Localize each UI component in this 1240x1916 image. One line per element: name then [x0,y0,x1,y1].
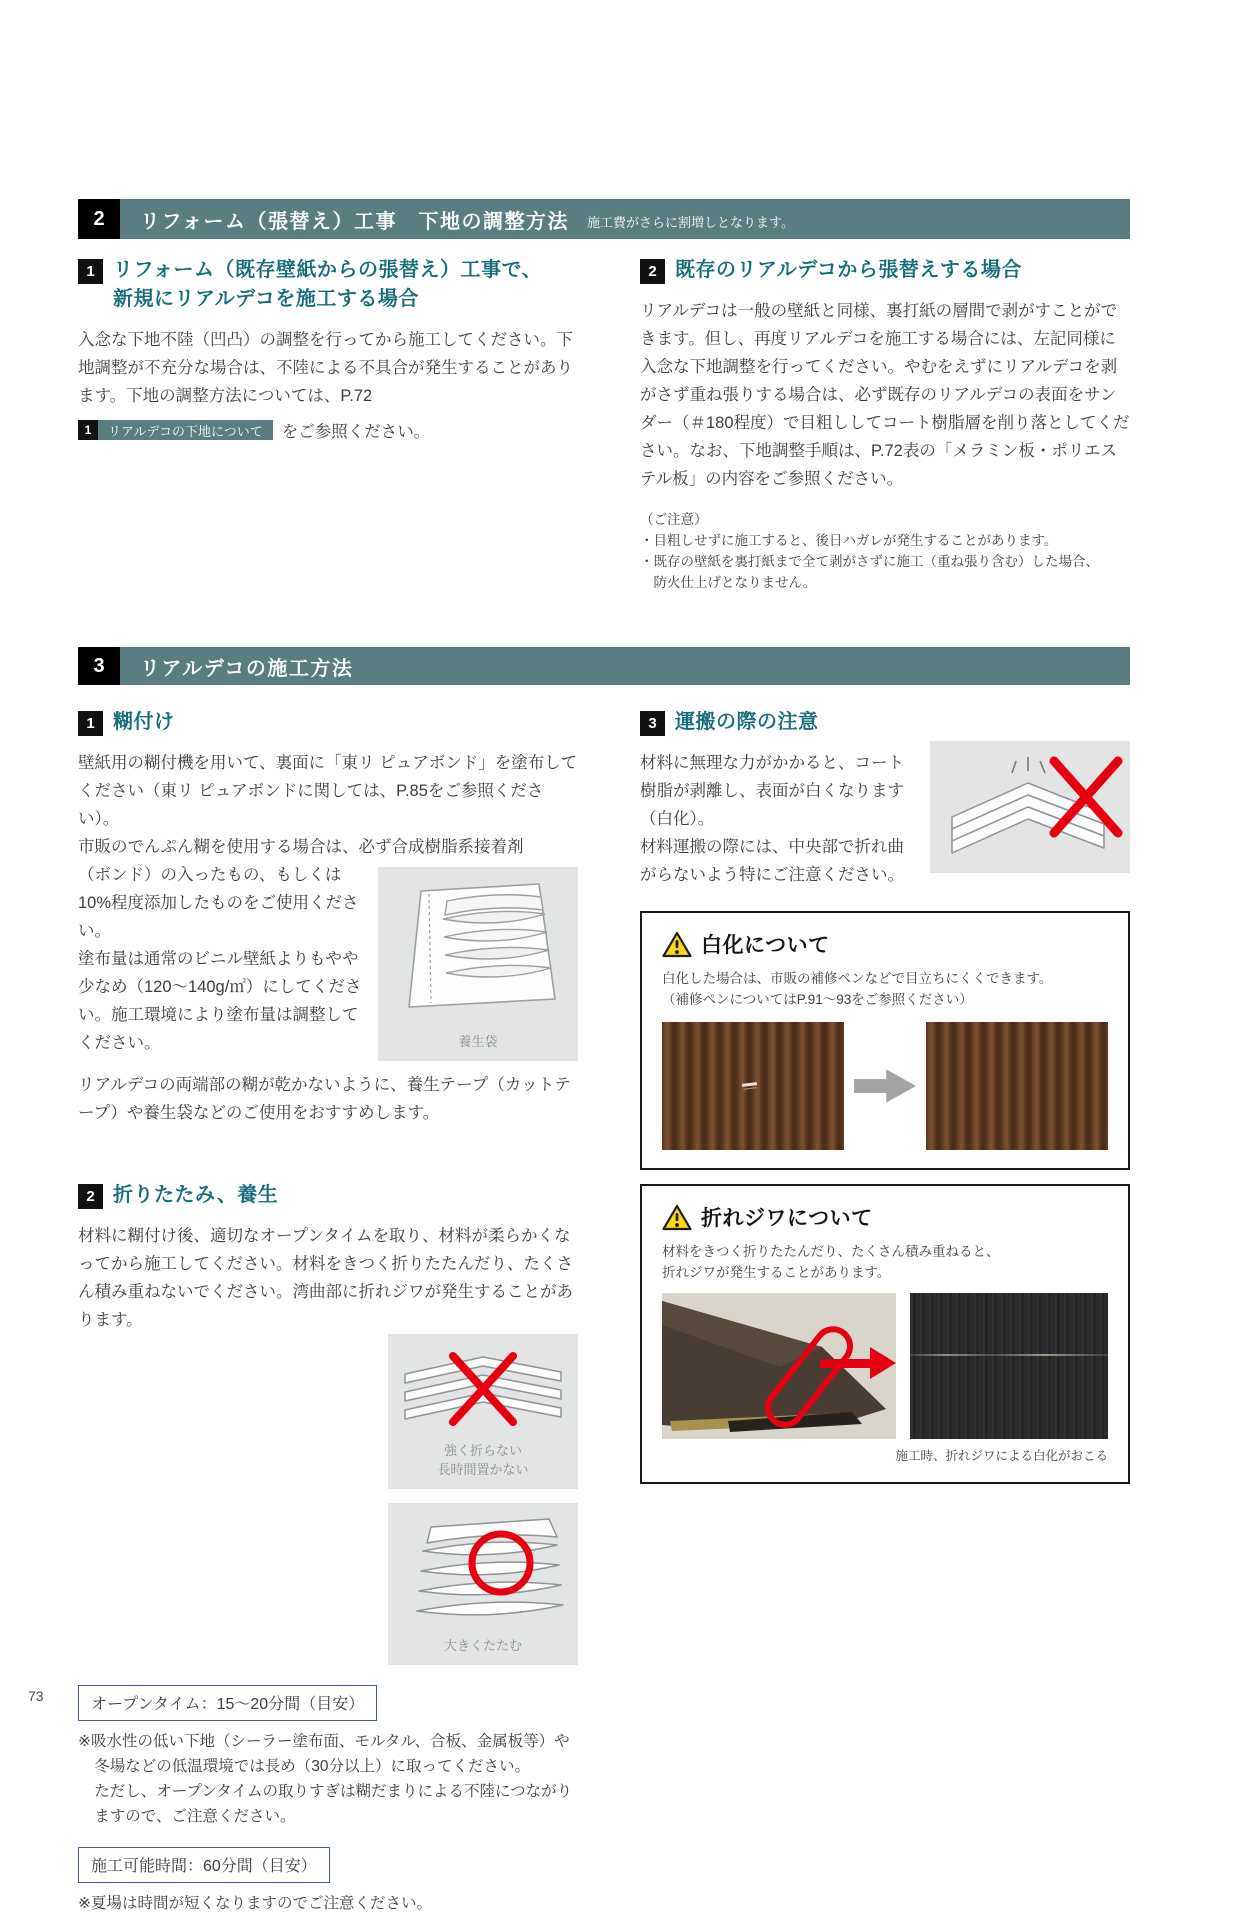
section2-right-column [640,256,1130,593]
illustration-caption: 強く折らない [443,1443,522,1458]
wood-sample-whitened-photo [662,1022,844,1150]
paragraph: （ボンド）の入ったもの、もしくは10%程度添加したものをご使用ください。 [78,866,359,940]
page-number: 73 [28,1688,44,1704]
folded-material-photo [662,1293,896,1439]
subsection-heading [640,256,1130,285]
warning-icon [662,1204,692,1231]
section3-right-column [640,708,1130,1484]
box-text: 白化した場合は、市販の補修ペンなどで目立ちにくくできます。 （補修ペンについてはP.91〜93をご参照ください） [662,971,1053,1007]
wood-sample-repaired-photo [926,1022,1108,1150]
section3-header-bar [78,647,1130,685]
paragraph: 材料に糊付け後、適切なオープンタイムを取り、材料が柔らかくなってから施工してください。材料をきつく折りたたんだり、たくさん積み重ねないでください。湾曲部に折れジワが発生することがあります。 [78,1227,573,1329]
work-time-box: 施工可能時間：60分間（目安） [78,1847,330,1883]
whitening-info-box [640,911,1130,1170]
illustration-caption: 長時間置かない [437,1462,529,1477]
crease-photos-row [662,1293,1108,1439]
section2-header-bar [78,199,1130,239]
paragraph: 塗布量は通常のビニル壁紙よりもやや少なめ（120〜140g/㎡）にしてください。施工環境により塗布量は調整してください。 [78,950,362,1052]
arrow-right-icon [854,1067,916,1105]
open-time-note: ※吸水性の低い下地（シーラー塗布面、モルタル、合板、金属板等）や冬場などの低温環境では長め（30分以上）に取ってください。 [78,1733,570,1775]
box-title: 折れジワについて [701,1207,873,1230]
whitening-defect-mark [742,1083,757,1088]
sharp-fold-prohibited-icon [397,1344,569,1436]
box-title-row [662,1202,1108,1232]
reference-suffix: をご参照ください。 [281,423,431,441]
reference-line [78,418,578,442]
subsection-title: 糊付け [113,711,175,733]
photo-caption: 施工時、折れジワによる白化がおこる [895,1449,1108,1463]
section2-number-badge: 2 [78,199,120,239]
subsection-heading [640,708,1130,737]
caution-item: ・目粗しせずに施工すると、後日ハガレが発生することがあります。 [640,533,1058,548]
paragraph: リアルデコの両端部の糊が乾かないように、養生テープ（カットテープ）や養生袋などのご使用をおすすめします。 [78,1076,571,1122]
subsection-number-badge: 3 [640,711,665,736]
subsection-title: 既存のリアルデコから張替えする場合 [675,259,1022,281]
fold-loosely-illustration [388,1503,578,1665]
work-time-note: ※夏場は時間が短くなりますのでご注意ください。 [78,1895,432,1912]
folding-illustrations [388,1334,578,1665]
section3-left-column [78,708,578,1916]
subsection-title: 運搬の際の注意 [675,711,819,733]
bent-material-prohibited-icon [932,747,1128,867]
box-title-row [662,929,1108,959]
box-title: 白化について [701,934,830,957]
paragraph: 材料に無理な力がかかると、コート樹脂が剥離し、表面が白くなります（白化）。 [640,754,904,828]
subsection-number-badge: 1 [78,259,103,284]
subsection-number-badge: 2 [78,1184,103,1209]
crease-whitening-result-photo [910,1293,1108,1439]
protection-bag-illustration [378,867,578,1061]
paragraph: 入念な下地不陸（凹凸）の調整を行ってから施工してください。下地調整が不充分な場合は、不陸による不具合が発生することがあります。下地の調整方法については、P.72 [78,331,573,405]
caution-item: 防火仕上げとなりません。 [640,575,817,590]
caution-item: ・既存の壁紙を裏打紙まで全て剥がさずに施工（重ね張り含む）した場合、 [640,554,1099,569]
folded-material-photo-graphic [662,1293,896,1439]
subsection-heading [78,256,578,314]
folded-material-in-bag-icon [391,879,565,1027]
section3-number-badge: 3 [78,647,120,685]
open-time-note: ただし、オープンタイムの取りすぎは糊だまりによる不陸につながりますので、ご注意ください。 [94,1783,573,1825]
paragraph: 材料運搬の際には、中央部で折れ曲がらないよう特にご注意ください。 [640,838,904,884]
box-text: 材料をきつく折りたたんだり、たくさん積み重ねると、 折れジワが発生することがあります。 [662,1244,1000,1280]
do-not-fold-hard-illustration [388,1334,578,1489]
subsection-heading [78,708,578,737]
illustration-caption: 大きくたたむ [443,1638,522,1653]
crease-white-line [910,1354,1108,1356]
loose-fold-ok-icon [397,1513,569,1631]
section3-title: リアルデコの施工方法 [140,657,354,680]
section2-left-column [78,256,578,442]
illustration-caption: 養生袋 [458,1034,498,1049]
reference-number-badge: 1 [78,420,98,440]
carry-warning-illustration [930,741,1130,873]
crease-info-box [640,1184,1130,1484]
subsection-title: 折りたたみ、養生 [113,1184,279,1206]
section2-title: リフォーム（張替え）工事 下地の調整方法 [140,210,569,233]
caution-notes [640,509,1130,593]
open-time-box: オープンタイム：15〜20分間（目安） [78,1685,377,1721]
subsection-title: リフォーム（既存壁紙からの張替え）工事で、 新規にリアルデコを施工する場合 [113,259,543,310]
reference-label-badge: リアルデコの下地について [98,420,273,440]
section2-title-note: 施工費がさらに割増しとなります。 [587,215,794,230]
paragraph: 市販のでんぷん糊を使用する場合は、必ず合成樹脂系接着剤 [78,838,524,856]
before-after-row [662,1022,1108,1150]
warning-icon [662,931,692,958]
paragraph: 壁紙用の糊付機を用いて、裏面に「東リ ピュアボンド」を塗布してください（東リ ピュアボンドに関しては、P.85をご参照ください）。 [78,754,578,828]
subsection-number-badge: 2 [640,259,665,284]
paragraph: リアルデコは一般の壁紙と同様、裏打紙の層間で剥がすことができます。但し、再度リアルデコを施工する場合には、左記同様に入念な下地調整を行ってください。やむをえずにリアルデコを剥がさず重ね張りする場合は、必ず既存のリアルデコの表面をサンダー（＃180程度）で目粗ししてコート樹脂層を削り落としてください。なお、下地調整手順は、P.72表の「メラミン板・ポリエステル板」の内容をご参照ください。 [640,302,1130,488]
subsection-heading [78,1181,578,1210]
caution-title: （ご注意） [640,512,708,527]
subsection-number-badge: 1 [78,711,103,736]
